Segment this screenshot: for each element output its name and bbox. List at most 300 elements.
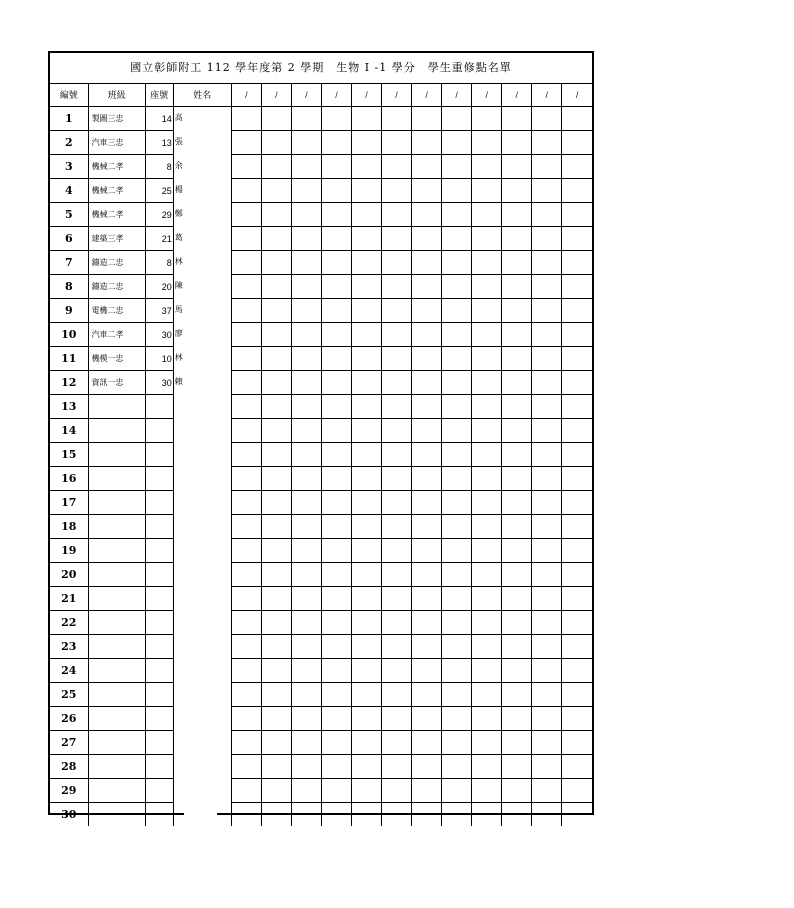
attendance-cell	[382, 227, 412, 251]
attendance-cell	[291, 107, 321, 131]
attendance-cell	[382, 539, 412, 563]
attendance-cell	[562, 251, 592, 275]
name-redaction	[184, 707, 217, 731]
attendance-cell	[261, 491, 291, 515]
name-cell	[173, 539, 231, 563]
attendance-cell	[351, 323, 381, 347]
seat-cell	[145, 659, 173, 683]
attendance-cell	[321, 395, 351, 419]
attendance-cell	[412, 227, 442, 251]
name-redaction	[184, 275, 217, 299]
row-number: 25	[50, 683, 88, 707]
attendance-cell	[562, 515, 592, 539]
attendance-cell	[472, 227, 502, 251]
seat-cell	[145, 635, 173, 659]
attendance-cell	[321, 203, 351, 227]
attendance-cell	[261, 611, 291, 635]
attendance-cell	[231, 467, 261, 491]
attendance-cell	[412, 755, 442, 779]
attendance-cell	[231, 539, 261, 563]
header-date-5: /	[351, 83, 381, 107]
attendance-cell	[351, 203, 381, 227]
name-cell	[173, 251, 231, 275]
attendance-cell	[231, 371, 261, 395]
attendance-cell	[502, 155, 532, 179]
attendance-cell	[291, 347, 321, 371]
attendance-cell	[442, 803, 472, 827]
header-date-1: /	[231, 83, 261, 107]
attendance-cell	[351, 467, 381, 491]
attendance-cell	[502, 491, 532, 515]
attendance-cell	[261, 371, 291, 395]
attendance-cell	[291, 203, 321, 227]
name-cell	[173, 611, 231, 635]
attendance-cell	[412, 659, 442, 683]
row-number: 24	[50, 659, 88, 683]
attendance-cell	[351, 515, 381, 539]
attendance-cell	[231, 179, 261, 203]
attendance-cell	[231, 443, 261, 467]
table-row	[50, 611, 592, 635]
attendance-cell	[442, 275, 472, 299]
row-number: 1	[50, 107, 88, 131]
name-surname: 高	[174, 113, 183, 122]
attendance-cell	[291, 467, 321, 491]
seat-cell	[145, 491, 173, 515]
class-cell: 鑄造二忠	[88, 275, 145, 299]
attendance-cell	[562, 107, 592, 131]
table-row	[50, 323, 592, 347]
attendance-cell	[321, 731, 351, 755]
name-redaction	[184, 563, 217, 587]
attendance-cell	[532, 371, 562, 395]
attendance-cell	[412, 779, 442, 803]
table-row	[50, 659, 592, 683]
attendance-cell	[412, 611, 442, 635]
name-redaction	[184, 395, 217, 419]
attendance-cell	[351, 371, 381, 395]
header-row	[50, 83, 592, 107]
attendance-cell	[442, 707, 472, 731]
attendance-cell	[472, 755, 502, 779]
attendance-cell	[321, 539, 351, 563]
attendance-cell	[261, 539, 291, 563]
name-surname: 楊	[174, 185, 183, 194]
attendance-cell	[532, 659, 562, 683]
attendance-cell	[442, 563, 472, 587]
class-cell	[88, 395, 145, 419]
attendance-cell	[321, 563, 351, 587]
seat-cell: 21	[145, 227, 173, 251]
attendance-cell	[261, 323, 291, 347]
attendance-cell	[291, 755, 321, 779]
attendance-cell	[412, 203, 442, 227]
attendance-cell	[502, 395, 532, 419]
attendance-cell	[231, 635, 261, 659]
attendance-cell	[321, 683, 351, 707]
attendance-cell	[231, 251, 261, 275]
name-surname: 張	[174, 137, 183, 146]
table-row	[50, 299, 592, 323]
name-surname: 林	[174, 353, 183, 362]
attendance-cell	[532, 731, 562, 755]
name-redaction	[184, 347, 217, 371]
table-row	[50, 467, 592, 491]
class-cell	[88, 419, 145, 443]
attendance-cell	[261, 587, 291, 611]
header-name: 姓名	[173, 83, 231, 107]
seat-cell	[145, 803, 173, 827]
attendance-cell	[502, 755, 532, 779]
attendance-cell	[261, 683, 291, 707]
table-row	[50, 587, 592, 611]
attendance-cell	[351, 179, 381, 203]
attendance-cell	[562, 611, 592, 635]
name-redaction	[184, 203, 217, 227]
attendance-cell	[351, 107, 381, 131]
table-row	[50, 707, 592, 731]
table-row	[50, 539, 592, 563]
attendance-cell	[291, 179, 321, 203]
attendance-cell	[532, 635, 562, 659]
attendance-cell	[502, 371, 532, 395]
name-cell	[173, 395, 231, 419]
attendance-cell	[382, 755, 412, 779]
attendance-cell	[502, 419, 532, 443]
attendance-cell	[442, 347, 472, 371]
attendance-cell	[261, 659, 291, 683]
attendance-cell	[442, 419, 472, 443]
attendance-cell	[382, 779, 412, 803]
attendance-cell	[502, 611, 532, 635]
attendance-cell	[412, 131, 442, 155]
class-cell	[88, 611, 145, 635]
attendance-cell	[231, 491, 261, 515]
attendance-cell	[472, 395, 502, 419]
attendance-cell	[472, 707, 502, 731]
attendance-cell	[502, 131, 532, 155]
class-cell	[88, 707, 145, 731]
header-date-8: /	[442, 83, 472, 107]
row-number: 4	[50, 179, 88, 203]
row-number: 30	[50, 803, 88, 827]
attendance-cell	[502, 299, 532, 323]
attendance-cell	[532, 347, 562, 371]
header-date-10: /	[502, 83, 532, 107]
class-cell: 機模一忠	[88, 347, 145, 371]
attendance-cell	[472, 467, 502, 491]
class-cell	[88, 491, 145, 515]
attendance-cell	[472, 611, 502, 635]
attendance-cell	[261, 731, 291, 755]
attendance-cell	[291, 419, 321, 443]
name-surname: 廖	[174, 329, 183, 338]
attendance-cell	[562, 227, 592, 251]
seat-cell	[145, 539, 173, 563]
attendance-cell	[532, 707, 562, 731]
attendance-cell	[532, 563, 562, 587]
attendance-cell	[231, 419, 261, 443]
row-number: 2	[50, 131, 88, 155]
attendance-cell	[321, 107, 351, 131]
attendance-cell	[291, 395, 321, 419]
name-cell	[173, 179, 231, 203]
attendance-cell	[231, 659, 261, 683]
attendance-cell	[321, 227, 351, 251]
attendance-cell	[562, 491, 592, 515]
table-row	[50, 227, 592, 251]
attendance-cell	[351, 683, 381, 707]
attendance-cell	[321, 515, 351, 539]
attendance-cell	[321, 803, 351, 827]
name-cell	[173, 443, 231, 467]
attendance-cell	[532, 803, 562, 827]
attendance-cell	[502, 107, 532, 131]
class-cell	[88, 467, 145, 491]
seat-cell: 30	[145, 323, 173, 347]
attendance-cell	[321, 707, 351, 731]
attendance-cell	[472, 107, 502, 131]
name-cell	[173, 491, 231, 515]
attendance-cell	[412, 395, 442, 419]
attendance-cell	[502, 515, 532, 539]
attendance-cell	[382, 731, 412, 755]
attendance-cell	[351, 491, 381, 515]
attendance-cell	[562, 755, 592, 779]
name-cell	[173, 707, 231, 731]
attendance-cell	[291, 587, 321, 611]
attendance-cell	[382, 155, 412, 179]
seat-cell: 20	[145, 275, 173, 299]
table-row	[50, 803, 592, 827]
attendance-cell	[472, 803, 502, 827]
table-row	[50, 419, 592, 443]
seat-cell	[145, 731, 173, 755]
attendance-cell	[562, 323, 592, 347]
attendance-cell	[351, 275, 381, 299]
attendance-cell	[231, 707, 261, 731]
attendance-cell	[351, 299, 381, 323]
attendance-cell	[412, 419, 442, 443]
attendance-cell	[442, 323, 472, 347]
attendance-cell	[502, 731, 532, 755]
table-row	[50, 251, 592, 275]
attendance-cell	[532, 587, 562, 611]
attendance-cell	[532, 395, 562, 419]
attendance-table	[50, 83, 592, 826]
class-cell: 汽車二孝	[88, 323, 145, 347]
attendance-cell	[562, 275, 592, 299]
attendance-cell	[412, 251, 442, 275]
class-cell: 製圖三忠	[88, 107, 145, 131]
name-redaction	[184, 299, 217, 323]
header-date-2: /	[261, 83, 291, 107]
attendance-cell	[532, 179, 562, 203]
attendance-cell	[261, 467, 291, 491]
attendance-cell	[231, 803, 261, 827]
attendance-cell	[502, 467, 532, 491]
attendance-cell	[321, 179, 351, 203]
attendance-cell	[291, 491, 321, 515]
name-redaction	[184, 587, 217, 611]
name-surname: 賴	[174, 377, 183, 386]
class-cell: 資訊一忠	[88, 371, 145, 395]
class-cell: 機械二孝	[88, 179, 145, 203]
name-redaction	[184, 419, 217, 443]
attendance-cell	[291, 659, 321, 683]
attendance-cell	[562, 683, 592, 707]
attendance-cell	[532, 467, 562, 491]
attendance-cell	[472, 251, 502, 275]
attendance-cell	[291, 683, 321, 707]
attendance-cell	[442, 731, 472, 755]
class-cell: 機械二孝	[88, 203, 145, 227]
attendance-cell	[412, 635, 442, 659]
name-redaction	[184, 155, 217, 179]
attendance-cell	[442, 755, 472, 779]
attendance-cell	[382, 347, 412, 371]
attendance-cell	[532, 203, 562, 227]
class-cell: 電機二忠	[88, 299, 145, 323]
attendance-cell	[562, 371, 592, 395]
attendance-cell	[562, 155, 592, 179]
row-number: 22	[50, 611, 88, 635]
seat-cell	[145, 779, 173, 803]
attendance-cell	[412, 299, 442, 323]
attendance-cell	[412, 803, 442, 827]
attendance-cell	[532, 419, 562, 443]
seat-cell: 25	[145, 179, 173, 203]
attendance-cell	[321, 323, 351, 347]
table-row	[50, 203, 592, 227]
attendance-cell	[382, 683, 412, 707]
attendance-cell	[442, 587, 472, 611]
attendance-cell	[382, 611, 412, 635]
attendance-cell	[291, 131, 321, 155]
attendance-cell	[382, 323, 412, 347]
attendance-cell	[321, 155, 351, 179]
attendance-cell	[351, 755, 381, 779]
attendance-cell	[291, 563, 321, 587]
class-cell	[88, 731, 145, 755]
name-redaction	[184, 515, 217, 539]
header-date-7: /	[412, 83, 442, 107]
attendance-cell	[412, 563, 442, 587]
attendance-cell	[562, 635, 592, 659]
attendance-cell	[442, 227, 472, 251]
attendance-cell	[321, 251, 351, 275]
attendance-cell	[412, 539, 442, 563]
name-cell	[173, 587, 231, 611]
name-redaction	[184, 683, 217, 707]
attendance-cell	[412, 371, 442, 395]
attendance-cell	[231, 347, 261, 371]
header-date-9: /	[472, 83, 502, 107]
attendance-cell	[472, 659, 502, 683]
attendance-cell	[291, 611, 321, 635]
attendance-cell	[472, 779, 502, 803]
attendance-cell	[261, 563, 291, 587]
attendance-cell	[442, 179, 472, 203]
attendance-cell	[442, 659, 472, 683]
attendance-cell	[532, 107, 562, 131]
attendance-cell	[351, 563, 381, 587]
name-redaction	[184, 443, 217, 467]
name-cell	[173, 323, 231, 347]
attendance-cell	[502, 443, 532, 467]
name-redaction	[184, 635, 217, 659]
table-row	[50, 515, 592, 539]
attendance-cell	[562, 203, 592, 227]
name-surname: 鄭	[174, 209, 183, 218]
row-number: 7	[50, 251, 88, 275]
attendance-cell	[321, 779, 351, 803]
class-cell	[88, 563, 145, 587]
header-seat: 座號	[145, 83, 173, 107]
attendance-cell	[231, 683, 261, 707]
attendance-cell	[562, 131, 592, 155]
name-redaction	[184, 803, 217, 827]
attendance-cell	[382, 131, 412, 155]
attendance-cell	[291, 731, 321, 755]
class-cell: 機械二孝	[88, 155, 145, 179]
seat-cell: 8	[145, 251, 173, 275]
attendance-cell	[562, 539, 592, 563]
attendance-cell	[382, 515, 412, 539]
attendance-cell	[472, 155, 502, 179]
attendance-cell	[502, 539, 532, 563]
attendance-cell	[502, 587, 532, 611]
row-number: 19	[50, 539, 88, 563]
attendance-cell	[442, 683, 472, 707]
attendance-cell	[261, 275, 291, 299]
attendance-cell	[321, 491, 351, 515]
attendance-cell	[261, 155, 291, 179]
class-cell	[88, 755, 145, 779]
table-row	[50, 371, 592, 395]
attendance-cell	[472, 515, 502, 539]
attendance-cell	[562, 395, 592, 419]
attendance-cell	[532, 779, 562, 803]
attendance-cell	[351, 707, 381, 731]
name-cell	[173, 275, 231, 299]
attendance-cell	[472, 275, 502, 299]
header-date-6: /	[382, 83, 412, 107]
attendance-cell	[321, 131, 351, 155]
row-number: 18	[50, 515, 88, 539]
attendance-cell	[532, 131, 562, 155]
name-redaction	[184, 467, 217, 491]
attendance-cell	[291, 779, 321, 803]
attendance-cell	[382, 251, 412, 275]
name-cell	[173, 347, 231, 371]
attendance-cell	[562, 347, 592, 371]
row-number: 16	[50, 467, 88, 491]
seat-cell	[145, 419, 173, 443]
seat-cell: 13	[145, 131, 173, 155]
attendance-cell	[321, 467, 351, 491]
attendance-cell	[502, 635, 532, 659]
row-number: 17	[50, 491, 88, 515]
attendance-cell	[291, 371, 321, 395]
attendance-cell	[502, 659, 532, 683]
attendance-cell	[412, 347, 442, 371]
attendance-cell	[382, 563, 412, 587]
attendance-cell	[442, 539, 472, 563]
attendance-cell	[321, 275, 351, 299]
sheet-title: 國立彰師附工 112 學年度第 2 學期 生物 I -1 學分 學生重修點名單	[50, 53, 592, 84]
attendance-cell	[231, 611, 261, 635]
